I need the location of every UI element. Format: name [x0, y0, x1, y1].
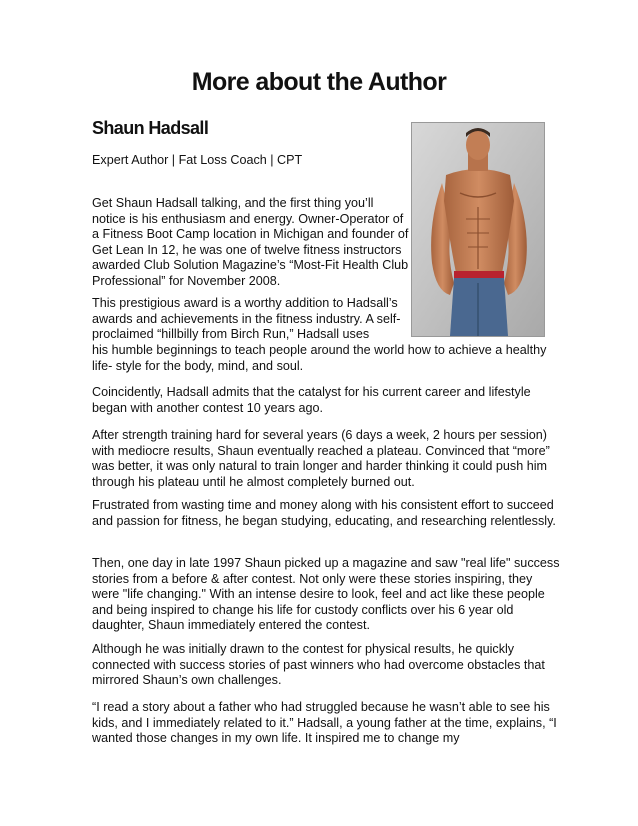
paragraph-intro: Get Shaun Hadsall talking, and the first thing you’ll notice is his enthusiasm and energy. Owner-Operator of a Fitness Boot Camp location in Michigan and founder of Get Lean In 12, he was one of twelve fitness instructors awarded Club Solution Magazine’s “Most-Fit Health Club Professional” for November 2008. — [92, 196, 409, 288]
author-name: Shaun Hadsall — [92, 118, 209, 138]
paragraph-magazine: Then, one day in late 1997 Shaun picked up a magazine and saw "real life" success stories from a before & after contest. Not only were these stories inspiring, they were "life changing." With an intense desire to look, feel and act like these people and being inspired to change his life for custody conflicts over his 6 year old daughter, Shaun immediately entered the contest. — [92, 556, 560, 633]
paragraph-connected: Although he was initially drawn to the contest for physical results, he quickly connected with success stories of past winners who had overcome obstacles that mirrored Shaun’s own challenges. — [92, 642, 545, 688]
paragraph-training: After strength training hard for several years (6 days a week, 2 hours per session) with mediocre results, Shaun eventually reached a plateau. Convinced that “more” was better, it was only natural to train longer and harder thinking it could push him through his plateau until he almost completely burned out. — [92, 428, 550, 489]
author-photo — [411, 122, 545, 337]
paragraph-frustrated: Frustrated from wasting time and money along with his consistent effort to succeed and passion for fitness, he began studying, educating, and researching relentlessly. — [92, 498, 556, 528]
page-title: More about the Author — [191, 68, 447, 96]
paragraph-quote: “I read a story about a father who had struggled because he wasn’t able to see his kids, and I immediately related to it.” Hadsall, a young father at the time, explains, “I wanted those changes in my own life. It inspired me to change my — [92, 700, 557, 746]
paragraph-award-continued: his humble beginnings to teach people around the world how to achieve a healthy life- style for the body, mind, and soul. — [92, 343, 547, 373]
paragraph-catalyst: Coincidently, Hadsall admits that the catalyst for his current career and lifestyle began with another contest 10 years ago. — [92, 385, 531, 415]
author-tagline: Expert Author | Fat Loss Coach | CPT — [92, 153, 303, 167]
paragraph-award: This prestigious award is a worthy addition to Hadsall’s awards and achievements in the fitness industry. A self-proclaimed “hillbilly from Birch Run,” Hadsall uses — [92, 296, 401, 342]
